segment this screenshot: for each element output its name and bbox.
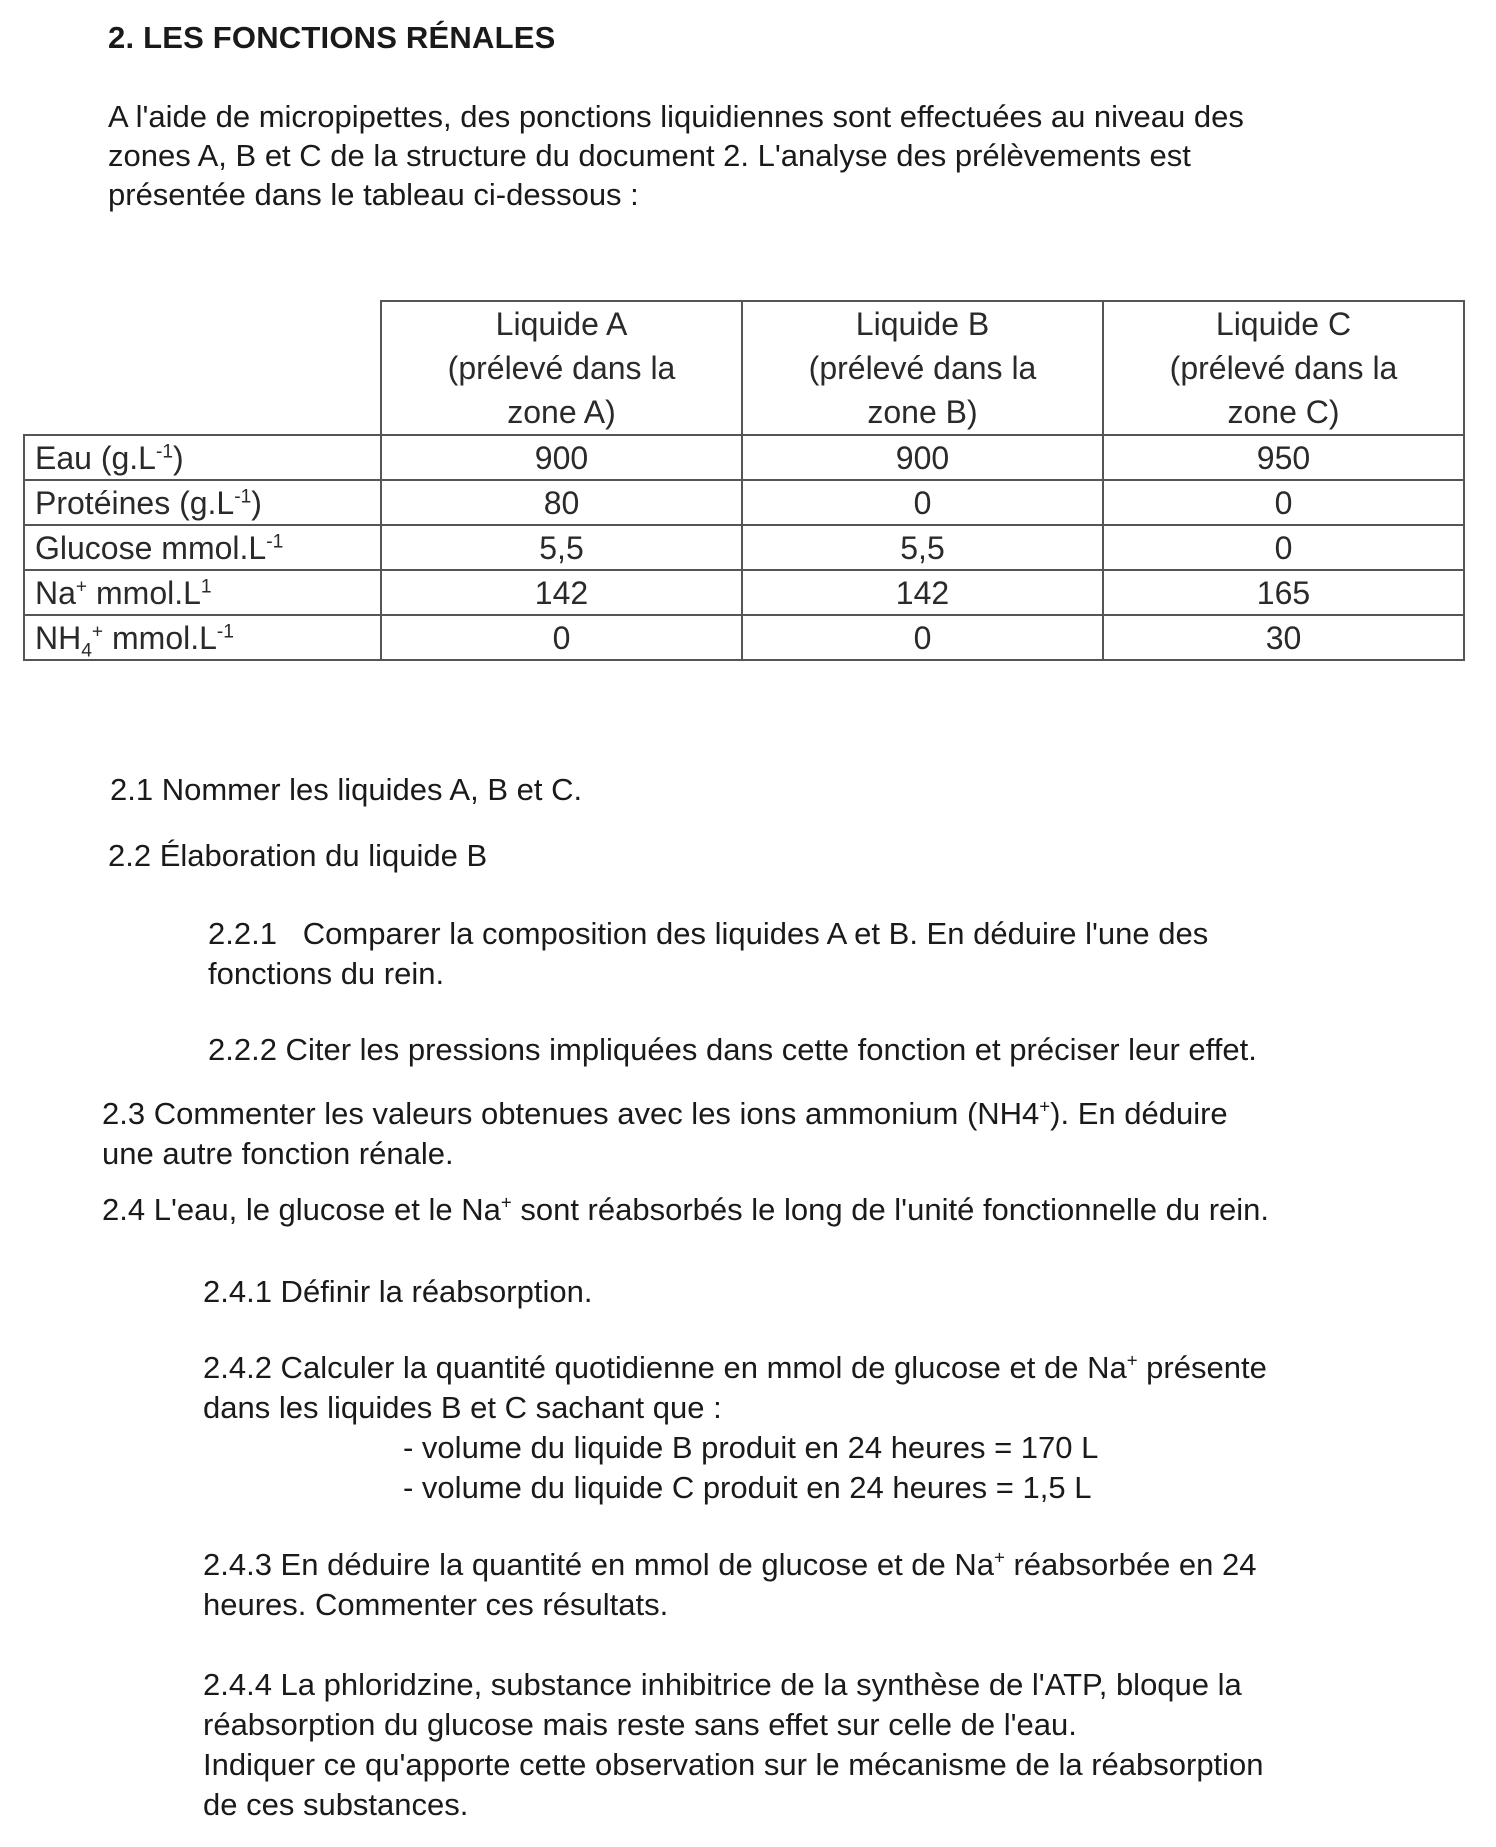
header-line: Liquide A — [495, 306, 628, 342]
analysis-table — [23, 300, 1465, 661]
table-cell: 0 — [742, 615, 1103, 660]
table-cell: 0 — [1103, 525, 1464, 570]
table-cell: 900 — [742, 435, 1103, 480]
question-line: 2.4.4 La phloridzine, substance inhibitrice de la synthèse de l'ATP, bloque la — [203, 1667, 1242, 1702]
header-line: Liquide B — [855, 306, 990, 342]
question-line: - volume du liquide B produit en 24 heures = 170 L — [403, 1430, 1099, 1465]
table-row-glucose — [24, 525, 1464, 570]
table-cell: 142 — [742, 570, 1103, 615]
table-cell: 950 — [1103, 435, 1464, 480]
header-line: zone A) — [507, 394, 616, 430]
table-corner — [24, 301, 381, 435]
table-header-row — [24, 301, 1464, 435]
question-2-4-4 — [203, 1665, 1264, 1825]
table-cell: 165 — [1103, 570, 1464, 615]
question-line: Indiquer ce qu'apporte cette observation sur le mécanisme de la réabsorption — [203, 1747, 1264, 1782]
row-label-ammonium: $NH_4^+$ $mmol.L^{-1}$ — [24, 615, 381, 660]
row-label-sodium: Na+ $mmol.L^1$ — [24, 570, 381, 615]
question-2-1: 2.1 Nommer les liquides A, B et C. — [110, 772, 583, 807]
question-line: dans les liquides B et C sachant que : — [203, 1390, 722, 1425]
table-cell: 900 — [381, 435, 742, 480]
header-line: (prélevé dans la — [1169, 350, 1398, 386]
question-2-2-1 — [208, 914, 1208, 994]
question-2-4-1: 2.4.1 Définir la réabsorption. — [203, 1274, 593, 1309]
row-label-proteines: Protéines $(g.L^{-1})$ — [24, 480, 381, 525]
question-line: réabsorption du glucose mais reste sans effet sur celle de l'eau. — [203, 1707, 1077, 1742]
table-cell: 142 — [381, 570, 742, 615]
question-line: heures. Commenter ces résultats. — [203, 1587, 669, 1622]
header-liquide-c — [1103, 301, 1464, 435]
header-liquide-b — [742, 301, 1103, 435]
intro-paragraph — [108, 97, 1408, 214]
row-label-eau: Eau $(g.L^{-1})$ — [24, 435, 381, 480]
table-row-ammonium — [24, 615, 1464, 660]
question-line: de ces substances. — [203, 1787, 469, 1822]
header-line: Liquide C — [1215, 306, 1352, 342]
question-2-4-3 — [203, 1545, 1257, 1625]
question-line: 2.2.1 Comparer la composition des liquides A et B. En déduire l'une des — [208, 916, 1209, 951]
question-line: 2.4.3 En déduire la quantité en mmol de glucose et de Na+ réabsorbée en 24 — [203, 1546, 1257, 1582]
question-line: - volume du liquide C produit en 24 heures = 1,5 L — [403, 1470, 1092, 1505]
section-title: 2. LES FONCTIONS RÉNALES — [108, 20, 556, 55]
question-2-2-2: 2.2.2 Citer les pressions impliquées dans cette fonction et préciser leur effet. — [208, 1032, 1257, 1067]
header-line: zone B) — [867, 394, 978, 430]
header-line: (prélevé dans la — [447, 350, 676, 386]
table-cell: 30 — [1103, 615, 1464, 660]
table-row-proteines — [24, 480, 1464, 525]
question-2-4-2 — [203, 1348, 1267, 1508]
table-cell: 0 — [381, 615, 742, 660]
table-cell: 0 — [1103, 480, 1464, 525]
question-2-3 — [102, 1094, 1228, 1174]
question-line: une autre fonction rénale. — [102, 1136, 454, 1171]
intro-line: présentée dans le tableau ci-dessous : — [108, 177, 639, 212]
table-cell: 80 — [381, 480, 742, 525]
table-row-eau — [24, 435, 1464, 480]
header-line: zone C) — [1227, 394, 1340, 430]
question-line: 2.4.2 Calculer la quantité quotidienne en mmol de glucose et de Na+ présente — [203, 1349, 1267, 1385]
intro-line: A l'aide de micropipettes, des ponctions liquidiennes sont effectuées au niveau des — [108, 99, 1244, 134]
question-line: 2.3 Commenter les valeurs obtenues avec les ions ammonium (NH4+). En déduire — [102, 1095, 1228, 1131]
table-row-sodium — [24, 570, 1464, 615]
question-2-2: 2.2 Élaboration du liquide B — [108, 838, 488, 873]
row-label-glucose: Glucose $mmol.L^{-1}$ — [24, 525, 381, 570]
table-cell: 0 — [742, 480, 1103, 525]
header-liquide-a — [381, 301, 742, 435]
table-cell: 5,5 — [381, 525, 742, 570]
table-cell: 5,5 — [742, 525, 1103, 570]
intro-line: zones A, B et C de la structure du document 2. L'analyse des prélèvements est — [108, 138, 1191, 173]
question-line: fonctions du rein. — [208, 956, 445, 991]
question-2-4: 2.4 L'eau, le glucose et le Na+ sont réabsorbés le long de l'unité fonctionnelle du rein. — [102, 1191, 1270, 1227]
header-line: (prélevé dans la — [808, 350, 1037, 386]
